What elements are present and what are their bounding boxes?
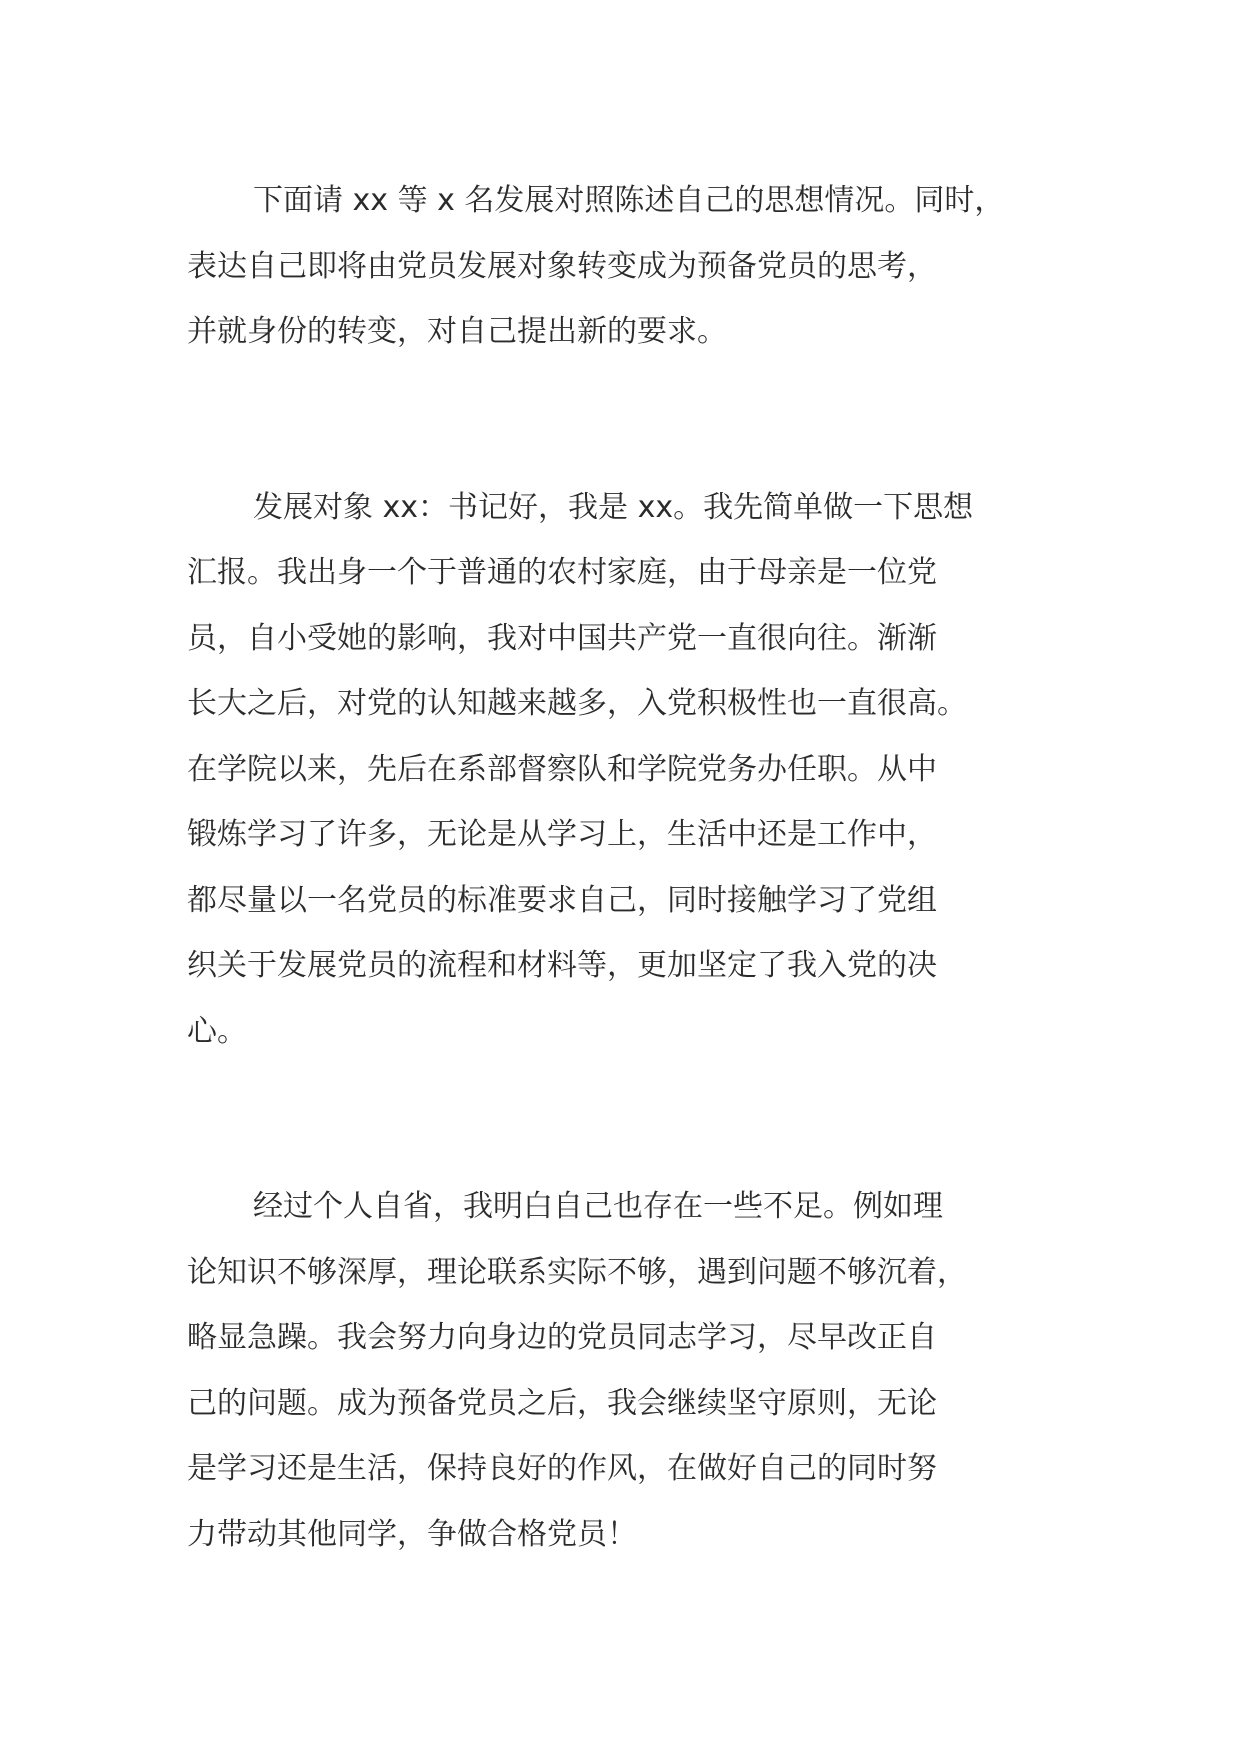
text-line: 员，自小受她的影响，我对中国共产党一直很向往。渐渐 (187, 620, 937, 656)
text-line: 长大之后，对党的认知越来越多，入党积极性也一直很高。 (187, 686, 967, 721)
paragraph-gap (187, 365, 1067, 475)
text-line: 略显急躁。我会努力向身边的党员同志学习，尽早改正自 (187, 1320, 937, 1355)
text-line: 织关于发展党员的流程和材料等，更加坚定了我入党的决 (187, 948, 937, 983)
text-line: 汇报。我出身一个于普通的农村家庭，由于母亲是一位党 (187, 555, 937, 590)
paragraph-statement (187, 475, 1067, 1065)
paragraph-intro (187, 168, 1067, 365)
text-line: 论知识不够深厚，理论联系实际不够，遇到问题不够沉着， (187, 1254, 967, 1290)
text-line: 在学院以来，先后在系部督察队和学院党务办任职。从中 (187, 751, 937, 787)
paragraph-reflection (187, 1174, 1067, 1567)
text-line: 心。 (187, 1013, 247, 1049)
text-line: 己的问题。成为预备党员之后，我会继续坚守原则，无论 (187, 1385, 937, 1421)
text-line: 是学习还是生活，保持良好的作风，在做好自己的同时努 (187, 1451, 937, 1486)
text-line: 都尽量以一名党员的标准要求自己，同时接触学习了党组 (187, 882, 937, 918)
paragraph-gap (187, 1064, 1067, 1174)
text-line: 并就身份的转变，对自己提出新的要求。 (187, 314, 727, 349)
text-line: 经过个人自省，我明白自己也存在一些不足。例如理 (253, 1189, 943, 1224)
text-line: 表达自己即将由党员发展对象转变成为预备党员的思考， (187, 248, 937, 284)
text-line: 发展对象 xx：书记好，我是 xx。我先简单做一下思想 (253, 489, 974, 525)
text-line: 锻炼学习了许多，无论是从学习上，生活中还是工作中， (187, 817, 937, 852)
text-line: 下面请 xx 等 x 名发展对照陈述自己的思想情况。同时， (253, 183, 1005, 218)
document-body (187, 168, 1067, 1567)
text-line: 力带动其他同学，争做合格党员！ (187, 1516, 637, 1552)
